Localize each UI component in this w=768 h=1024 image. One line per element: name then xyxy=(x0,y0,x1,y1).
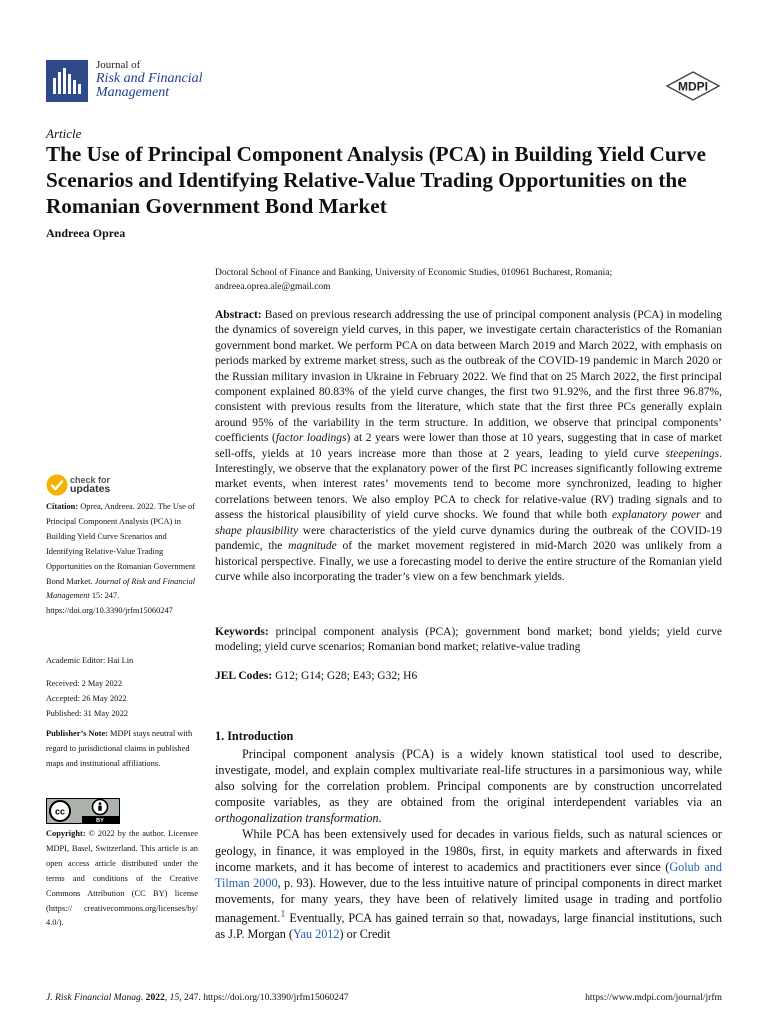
journal-of-label: Journal of xyxy=(96,59,141,71)
copyright xyxy=(46,827,198,931)
academic-editor: Academic Editor: Hai Lin xyxy=(46,656,134,665)
citation-link[interactable]: Yau 2012 xyxy=(292,927,340,942)
abstract-text: . Interestingly, we observe that the explanatory power of the first PC increases significantly following extreme market events, when interest rates’ movements tend to become more synchronized, leading to higher correlations between tenors. We also employ PCA to check for relative-value (RV) trading signals and to assess the historical plausibility of yield curve shocks. We found that while both xyxy=(215,447,722,522)
abstract-text: and xyxy=(700,509,722,522)
received-date: Received: 2 May 2022 xyxy=(46,679,123,688)
footer-year: 2022 xyxy=(145,992,165,1003)
abstract-emphasis: factor loadings xyxy=(275,432,347,445)
page-footer xyxy=(46,992,722,1003)
abstract-text: were characteristics of the yield curve dynamics during the outbreak of the COVID-19 pandemic, the xyxy=(215,524,722,553)
affiliation xyxy=(215,266,735,294)
author-name: Andreea Oprea xyxy=(46,226,126,240)
jel-text: G12; G14; G28; E43; G32; H6 xyxy=(272,670,418,682)
publisher-note-label: Publisher’s Note: xyxy=(46,729,108,738)
abstract-emphasis: shape plausibility xyxy=(215,524,299,537)
keywords xyxy=(215,625,722,656)
paragraph-text: Eventually, PCA has gained terrain so that, nowadays, large financial institutions, such as J.P. Morgan ( xyxy=(215,911,722,942)
publisher-note-text: MDPI stays neutral with regard to jurisdictional claims in published maps and institutional affiliations. xyxy=(46,729,193,768)
abstract-emphasis: steepenings xyxy=(665,447,720,460)
abstract-emphasis: explanatory power xyxy=(611,509,701,522)
paragraph-text: . xyxy=(378,811,382,826)
mdpi-logo xyxy=(665,71,721,106)
paragraph-text: , p. 93). However, due to the less intuitive nature of principal components in direct market movements, for many years, they have been of relatively limited usage in trading and portfolio management. xyxy=(215,875,722,925)
article-dates xyxy=(46,677,198,722)
cc-by-text: BY xyxy=(96,818,104,824)
footer-citation: J. Risk Financial Manag. 2022, 15, 247. https://doi.org/10.3390/jrfm15060247 xyxy=(46,992,349,1003)
published-date: Published: 31 May 2022 xyxy=(46,708,129,718)
check-for-updates-badge[interactable] xyxy=(46,474,68,501)
keywords-text: principal component analysis (PCA); government bond market; bond yields; yield curve modeling; yield curve scenarios; Romanian bond market; relative-value trading xyxy=(215,626,722,654)
paragraph xyxy=(215,746,722,826)
jel-codes xyxy=(215,670,417,682)
citation-label: Citation: xyxy=(46,502,79,511)
paragraph-emphasis: orthogonalization transformation xyxy=(215,811,379,826)
copyright-label: Copyright: xyxy=(46,829,86,838)
abstract-text: ) at 2 years were lower than those at 10 years, suggesting that in case of market sell-offs, yields at 10 years increase more than those at 2 years, leading to yield curve xyxy=(215,432,722,460)
paragraph-text: While PCA has been extensively used for decades in various fields, such as natural sciences or geology, in finance, it was employed in the 1980s, first, in equity markets and afterwards in fixed income markets, and it has become of interest to academics and practitioners ever since ( xyxy=(215,827,722,874)
journal-name xyxy=(96,72,203,100)
abstract xyxy=(215,308,722,585)
paragraph-text: Principal component analysis (PCA) is a widely known statistical tool used to describe, investigate, model, and explain complex multivariate real-life structures in a parsimonious way, while also solving for the correlation problem. Principal components are by construction uncorrelated composite variables, as they are obtained from the original interdependent variables via an xyxy=(215,747,722,810)
keywords-label: Keywords: xyxy=(215,626,269,638)
footnote-link[interactable]: 1 xyxy=(280,908,286,920)
citation-journal: Journal of Risk and Financial Management xyxy=(46,576,196,601)
abstract-text: Based on previous research addressing the use of principal component analysis (PCA) in modeling the dynamics of sovereign yield curves, in this paper, we investigate certain characteristics of the Romanian government bond market. We perform PCA on data between March 2019 and March 2022, with emphasis on periods marked by extreme market stress, such as the outbreak of the COVID-19 pandemic in March 2020 or the Russian military invasion in Ukraine in February 2022. We find that on 25 March 2022, the first principal component explained 80.83% of the yield curve changes, the first two 91.92%, and the first three 96.87%, consistent with previous results from the literature, which state that the first three PCs generally explain around 95% of the variability in the term structure. In addition, we observe that principal components’ coefficients ( xyxy=(215,309,722,445)
footer-journal: J. Risk Financial Manag. xyxy=(46,992,144,1003)
abstract-label: Abstract: xyxy=(215,309,262,321)
footer-doi[interactable]: , 247. https://doi.org/10.3390/jrfm15060247 xyxy=(179,992,349,1003)
citation xyxy=(46,500,198,619)
footer-url[interactable]: https://www.mdpi.com/journal/jrfm xyxy=(585,992,722,1003)
paragraph-text: ) or Credit xyxy=(339,927,391,942)
paragraph xyxy=(215,826,722,942)
abstract-emphasis: magnitude xyxy=(288,540,337,553)
journal-logo xyxy=(46,60,88,102)
affiliation-line: Doctoral School of Finance and Banking, University of Economic Studies, 010961 Bucharest, Romania; xyxy=(215,268,613,278)
copyright-text: © 2022 by the author. Licensee MDPI, Basel, Switzerland. This article is an open access article distributed under the terms and conditions of the Creative Commons Attribution (CC BY) license (https:// creativecommons.org/licenses/by/ 4.0/). xyxy=(46,829,198,928)
mdpi-logo-text: MDPI xyxy=(678,79,708,94)
introduction-body xyxy=(215,746,722,942)
check-for-updates-text[interactable] xyxy=(70,476,110,494)
article-title: The Use of Principal Component Analysis (PCA) in Building Yield Curve Scenarios and Identifying Relative-Value Trading Opportunities on the Romanian Government Bond Market xyxy=(46,142,707,218)
footer-volume: 15 xyxy=(169,992,180,1003)
journal-name-line2: Management xyxy=(96,85,170,100)
journal-name-line1: Risk and Financial xyxy=(96,71,203,86)
abstract-text: of the market movement registered in mid-March 2020 was unlikely from a historical perspective. Finally, we use a forecasting model to derive the entire structure of the Romanian yield curve while also incorporating the trader’s view on a few benchmark yields. xyxy=(215,540,722,583)
section-heading: 1. Introduction xyxy=(215,729,294,743)
citation-link[interactable]: Golub and Tilman 2000 xyxy=(215,859,722,890)
article-type: Article xyxy=(46,126,82,141)
publisher-note xyxy=(46,727,198,772)
check-for-label: check for xyxy=(70,475,111,485)
citation-text: Oprea, Andreea. 2022. The Use of Principal Component Analysis (PCA) in Building Yield Curve Scenarios and Identifying Relative-Value Trading Opportunities on the Romanian Government Bond Market. xyxy=(46,502,196,586)
jel-label: JEL Codes: xyxy=(215,670,273,682)
cc-by-license-badge[interactable] xyxy=(46,798,120,829)
svg-text:cc: cc xyxy=(54,806,66,817)
updates-label: updates xyxy=(70,483,111,495)
accepted-date: Accepted: 26 May 2022 xyxy=(46,693,127,703)
author-email: andreea.oprea.ale@gmail.com xyxy=(215,282,331,292)
check-for-updates-icon xyxy=(46,474,68,496)
citation-doi[interactable]: 15: 247. https://doi.org/10.3390/jrfm15060247 xyxy=(46,591,173,616)
